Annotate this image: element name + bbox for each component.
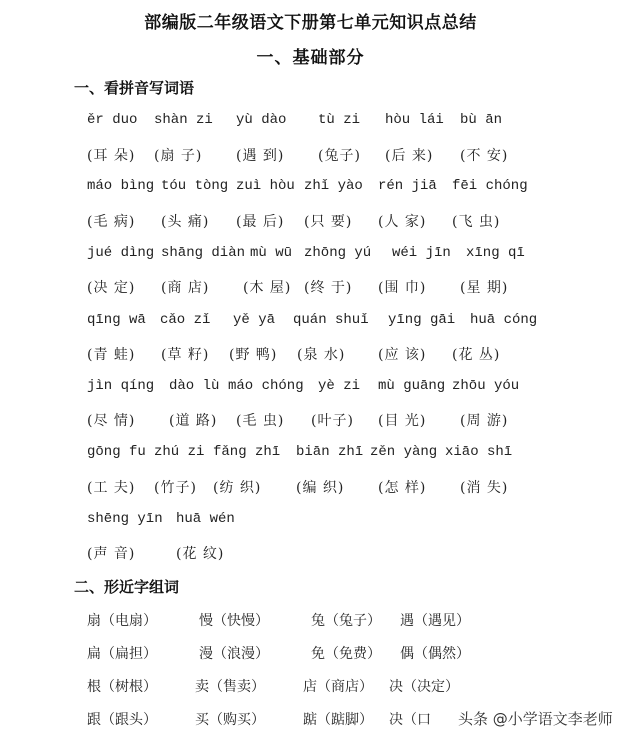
pinyin-item: biān zhī [296,444,364,460]
pinyin-item: mù guāng [378,378,446,394]
pinyin-item: fǎng zhī [213,444,281,460]
pinyin-item: bù ān [460,112,503,128]
pinyin-item: zhōng yú [304,245,372,261]
hanzi-item: (工 夫) [87,480,136,496]
hanzi-item: (青 蛙) [87,347,136,363]
pinyin-item: yě yā [233,312,276,328]
word-group: 慢（快慢） [199,613,269,629]
hanzi-item: (纺 织) [213,480,262,496]
hanzi-item: (头 痛) [161,214,210,230]
pinyin-item: jìn qíng [87,378,155,394]
pinyin-item: zhǐ yào [304,178,363,194]
hanzi-item: (编 织) [296,480,345,496]
word-group: 根（树根） [87,679,157,695]
pinyin-item: yù dào [236,112,287,128]
pinyin-item: máo bìng [87,178,155,194]
pinyin-item: gōng fu [87,444,146,460]
section-heading-pinyin: 一、看拼音写词语 [74,79,195,97]
word-group-row [0,676,621,698]
pinyin-row [0,178,621,200]
hanzi-row [0,344,621,366]
hanzi-item: (围 巾) [378,280,427,296]
hanzi-item: (后 来) [385,148,434,164]
hanzi-item: (商 店) [161,280,210,296]
pinyin-row [0,511,621,533]
pinyin-item: hòu lái [385,112,444,128]
word-group: 决（口 [389,712,431,728]
hanzi-item: (怎 样) [378,480,427,496]
pinyin-item: tù zi [318,112,361,128]
pinyin-item: shēng yīn [87,511,163,527]
watermark: 头条 @小学语文李老师 [454,708,617,729]
pinyin-item: shāng diàn [161,245,246,261]
pinyin-item: huā wén [176,511,235,527]
pinyin-item: tóu tòng [161,178,229,194]
pinyin-item: zhōu yóu [452,378,520,394]
pinyin-row [0,444,621,466]
hanzi-row [0,410,621,432]
pinyin-item: xiāo shī [445,444,513,460]
word-group: 漫（浪漫） [199,646,269,662]
pinyin-row [0,312,621,334]
word-group: 遇（遇见） [400,613,470,629]
pinyin-item: zěn yàng [370,444,438,460]
word-group: 踮（踮脚） [303,712,373,728]
hanzi-row [0,277,621,299]
hanzi-row [0,145,621,167]
word-group: 跟（跟头） [87,712,157,728]
word-group: 兔（兔子） [311,613,381,629]
word-group: 买（购买） [195,712,265,728]
pinyin-item: rén jiā [378,178,437,194]
hanzi-item: (决 定) [87,280,136,296]
hanzi-item: (花 纹) [176,546,225,562]
hanzi-item: (兔子) [318,148,361,164]
word-group: 偶（偶然） [400,646,470,662]
pinyin-item: huā cóng [470,312,538,328]
hanzi-row [0,543,621,565]
hanzi-item: (消 失) [460,480,509,496]
hanzi-item: (草 籽) [161,347,210,363]
hanzi-item: (周 游) [460,413,509,429]
hanzi-item: (道 路) [169,413,218,429]
hanzi-item: (扇 子) [154,148,203,164]
hanzi-item: (人 家) [378,214,427,230]
pinyin-item: máo chóng [228,378,304,394]
hanzi-item: (不 安) [460,148,509,164]
hanzi-item: (飞 虫) [452,214,501,230]
hanzi-item: (应 该) [378,347,427,363]
pinyin-item: dào lù [169,378,220,394]
pinyin-item: mù wū [250,245,293,261]
hanzi-item: (花 丛) [452,347,501,363]
pinyin-item: fēi chóng [452,178,528,194]
pinyin-item: xīng qī [466,245,525,261]
hanzi-item: (泉 水) [297,347,346,363]
document-title: 部编版二年级语文下册第七单元知识点总结 [144,13,477,33]
hanzi-item: (遇 到) [236,148,285,164]
pinyin-item: yīng gāi [388,312,456,328]
pinyin-item: quán shuǐ [293,312,369,328]
hanzi-item: (叶子) [311,413,354,429]
hanzi-item: (终 于) [304,280,353,296]
hanzi-item: (最 后) [236,214,285,230]
word-group: 卖（售卖） [195,679,265,695]
hanzi-row [0,477,621,499]
hanzi-item: (耳 朵) [87,148,136,164]
word-group-row [0,643,621,665]
hanzi-item: (毛 病) [87,214,136,230]
hanzi-item: (尽 情) [87,413,136,429]
word-group: 免（免费） [311,646,381,662]
pinyin-item: zhú zi [154,444,205,460]
pinyin-item: cǎo zǐ [160,312,211,328]
pinyin-item: qīng wā [87,312,146,328]
pinyin-item: yè zi [318,378,361,394]
word-group: 店（商店） [303,679,373,695]
word-group: 决（决定） [389,679,459,695]
word-group: 扁（扁担） [87,646,157,662]
hanzi-row [0,211,621,233]
pinyin-row [0,112,621,134]
pinyin-item: zuì hòu [236,178,295,194]
hanzi-item: (星 期) [460,280,509,296]
pinyin-row [0,378,621,400]
hanzi-item: (只 要) [304,214,353,230]
hanzi-item: (目 光) [378,413,427,429]
section-heading-similar-chars: 二、形近字组词 [74,578,180,596]
document-subtitle: 一、基础部分 [256,48,365,68]
pinyin-item: shàn zi [154,112,213,128]
hanzi-item: (竹子) [154,480,197,496]
hanzi-item: (野 鸭) [229,347,278,363]
pinyin-item: ěr duo [87,112,138,128]
hanzi-item: (声 音) [87,546,136,562]
hanzi-item: (木 屋) [243,280,292,296]
pinyin-item: wéi jīn [392,245,451,261]
pinyin-item: jué dìng [87,245,155,261]
word-group-row [0,610,621,632]
pinyin-row [0,245,621,267]
hanzi-item: (毛 虫) [236,413,285,429]
word-group: 扇（电扇） [87,613,157,629]
